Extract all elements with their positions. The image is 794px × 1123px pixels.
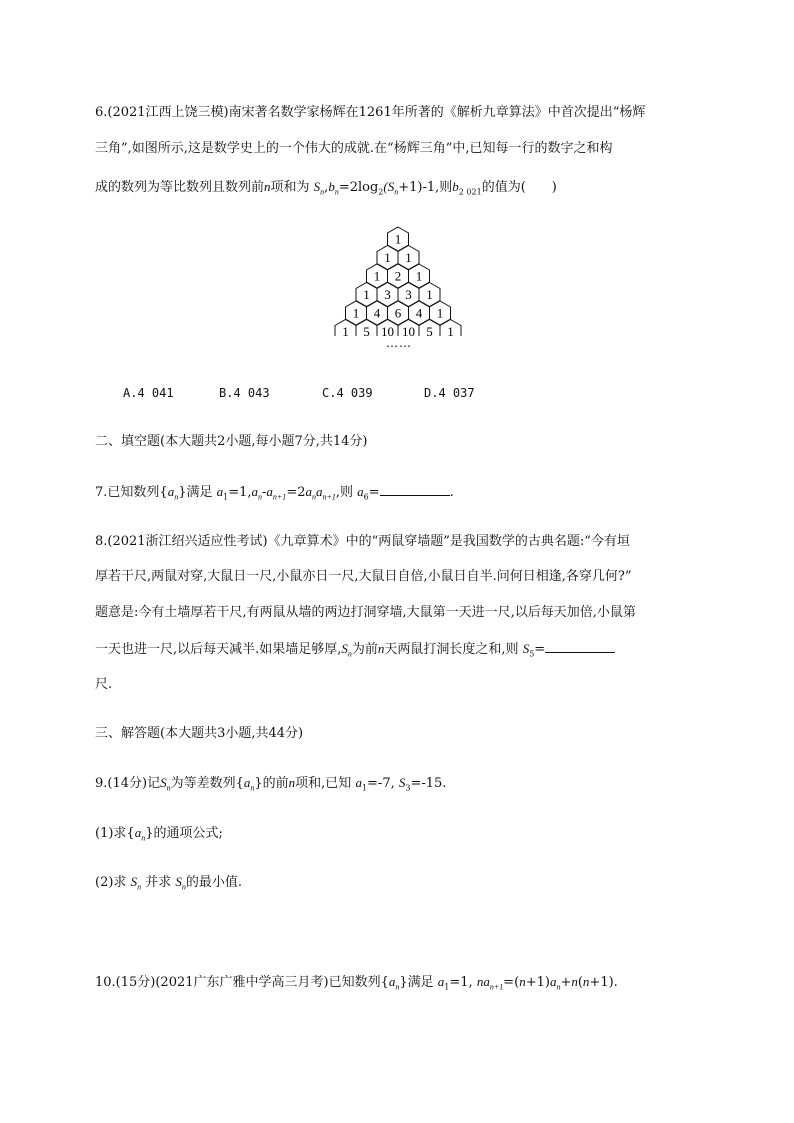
triangle-number: 10 [381,324,394,336]
triangle-number: 1 [405,250,412,265]
option-a: A.4 041 [123,386,174,400]
q10-line: 10.(15分)(2021广东广雅中学高三月考)已知数列$\{a_n\}$满足 $a_1=1$, $na_{n+1}=(n+1)a_n+n(n+1)$. [95,974,618,992]
triangle-number: 1 [352,305,360,321]
triangle-number: 1 [394,231,402,247]
triangle-number: 2 [394,268,402,284]
triangle-number: 1 [447,324,454,336]
q8-line-5: 尺. [95,677,113,692]
triangle-number: 1 [384,250,391,265]
triangle-number: 3 [405,287,412,302]
yang-hui-triangle-figure [330,226,466,336]
section-2-heading: 二、填空题(本大题共2小题,每小题7分,共14分) [95,434,368,449]
triangle-number: 4 [415,305,423,321]
triangle-number: 5 [363,324,370,336]
q8-line-1: 8.(2021浙江绍兴适应性考试)《九章算术》中的“两鼠穿墙题”是我国数学的古典名题:“今有垣 [95,534,630,549]
q9-part-2: (2)求 $S_n$ 并求 $S_n$的最小值. [95,874,242,892]
triangle-number: 1 [426,287,433,302]
q6-line-3: 成的数列为等比数列且数列前n项和为 $S_n,b_n=2\log_2(S_n+1)-1$,则$b_{2 021}$的值为( ) [95,179,557,197]
option-b: B.4 043 [219,386,270,400]
triangle-number: 1 [415,268,423,284]
triangle-number: 1 [342,324,349,336]
triangle-number: 1 [436,305,444,321]
triangle-number: 5 [426,324,433,336]
triangle-number: 4 [373,305,381,321]
q7-line: 7.已知数列$\{a_n\}$满足 $a_1=1,a_n-a_{n+1}=2a_na_{n+1}$,则 $a_6=$ . [95,484,454,502]
option-d: D.4 037 [424,386,475,400]
q8-line-4: 一天也进一尺,以后每天减半.如果墙足够厚$,S_n$为前n天两鼠打洞长度之和,则 $S_5=$ [95,640,615,659]
triangle-number: 1 [363,287,370,302]
q6-line-2: 三角”,如图所示,这是数学史上的一个伟大的成就.在“杨辉三角”中,已知每一行的数字之和构 [95,141,613,156]
option-c: C.4 039 [322,386,373,400]
q6-line-1: 6.(2021江西上饶三模)南宋著名数学家杨辉在1261年所著的《解析九章算法》中首次提出“杨辉 [95,105,646,120]
q8-line-2: 厚若干尺,两鼠对穿,大鼠日一尺,小鼠亦日一尺,大鼠日自倍,小鼠日自半.问何日相逢,各穿几何?” [95,569,632,584]
triangle-number: 1 [373,268,381,284]
section-3-heading: 三、解答题(本大题共3小题,共44分) [95,726,304,741]
q8-answer-blank[interactable] [545,640,615,653]
triangle-ellipsis: …… [386,336,412,350]
triangle-number: 10 [402,324,415,336]
q9-line: 9.(14分)记$S_n$为等差数列$\{a_n\}$的前n项和,已知 $a_1=-7$, $S_3=-15$. [95,775,447,793]
q7-answer-blank[interactable] [380,483,450,496]
q9-part-1: (1)求$\{a_n\}$的通项公式; [95,825,223,843]
triangle-number: 6 [394,305,402,321]
q8-line-3: 题意是:今有土墙厚若干尺,有两鼠从墙的两边打洞穿墙,大鼠第一天进一尺,以后每天加倍,小鼠第 [95,605,636,620]
triangle-number: 3 [384,287,391,302]
